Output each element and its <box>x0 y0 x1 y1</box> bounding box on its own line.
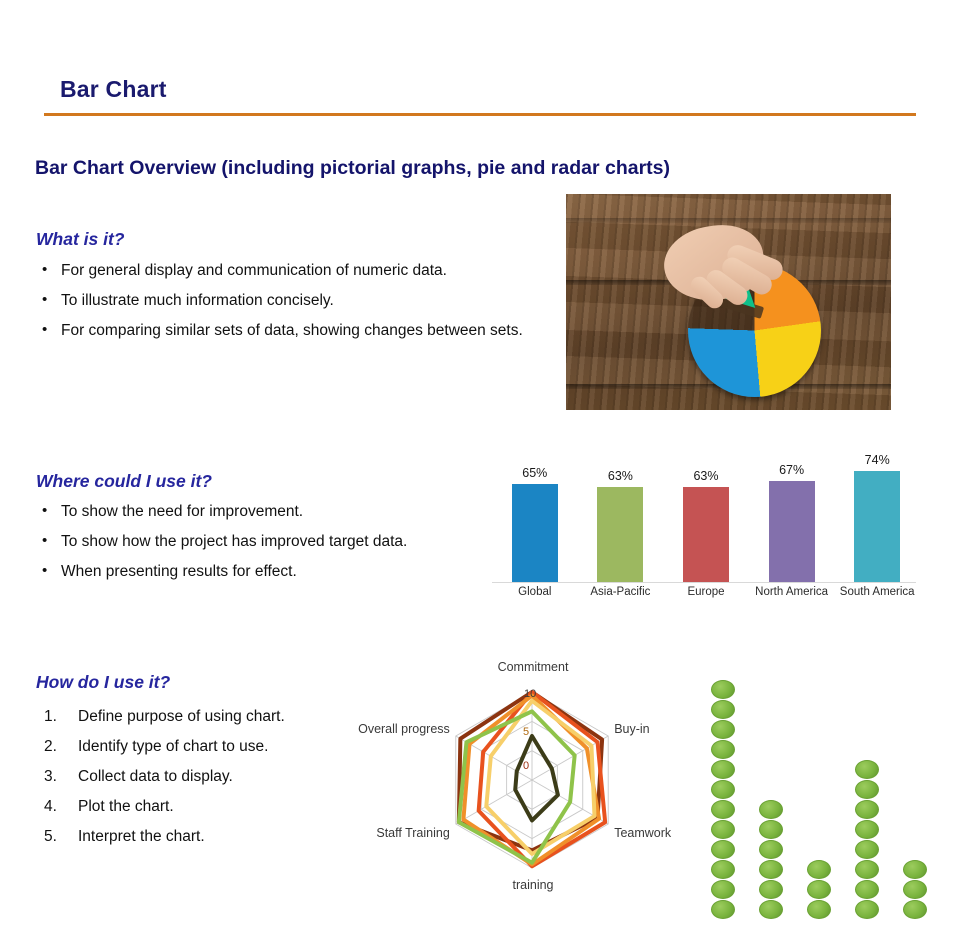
bar-chart-plot-area <box>492 438 920 583</box>
green-circle-icon <box>855 860 879 879</box>
green-circle-icon <box>711 700 735 719</box>
list-item-label: Plot the chart. <box>78 798 174 815</box>
green-circle-icon <box>711 760 735 779</box>
bar-chart-axis-line <box>492 582 916 583</box>
bar-rect <box>854 471 900 582</box>
radar-axis-label: training <box>512 878 554 892</box>
section-heading-where: Where could I use it? <box>36 471 212 491</box>
numbered-list-how <box>36 706 285 856</box>
section-heading-what: What is it? <box>36 229 125 249</box>
list-item <box>36 796 285 817</box>
paper-pie-chart <box>674 234 834 394</box>
radar-tick-label: 5 <box>523 726 530 739</box>
green-circle-icon <box>759 900 783 919</box>
green-circle-icon <box>759 880 783 899</box>
list-item: • When presenting results for effect. <box>36 561 407 582</box>
pictograph-column <box>902 860 928 920</box>
list-item <box>36 826 285 847</box>
green-circle-icon <box>855 780 879 799</box>
list-item-label: Identify type of chart to use. <box>78 738 269 755</box>
radar-series-series-6 <box>515 736 558 820</box>
list-item-label: Define purpose of using chart. <box>78 708 285 725</box>
green-circle-icon <box>759 840 783 859</box>
green-circle-icon <box>711 840 735 859</box>
pictograph-chart <box>706 725 954 920</box>
list-item: • To show the need for improvement. <box>36 501 407 522</box>
pictograph-column <box>710 680 736 920</box>
bar-value-label: 63% <box>607 469 633 483</box>
radar-tick-label: 10 <box>524 688 537 700</box>
radar-chart <box>358 660 712 893</box>
bar-rect <box>512 484 558 582</box>
green-circle-icon <box>855 820 879 839</box>
bar-column <box>854 438 900 582</box>
page-title: Bar Chart <box>60 76 167 102</box>
green-circle-icon <box>711 720 735 739</box>
bar-rect <box>683 487 729 582</box>
green-circle-icon <box>855 840 879 859</box>
radar-axis-label: Staff Training <box>376 826 450 840</box>
green-circle-icon <box>807 860 831 879</box>
list-item: • To illustrate much information concisely. <box>36 290 523 311</box>
bar-column <box>512 438 558 582</box>
green-circle-icon <box>711 800 735 819</box>
bar-value-label: 63% <box>693 469 719 483</box>
list-item <box>36 736 285 757</box>
green-circle-icon <box>711 820 735 839</box>
list-item-number: 4. <box>44 798 57 815</box>
bullet-list-what <box>36 260 523 350</box>
bar-chart-category-labels <box>492 586 920 608</box>
list-item-label: Collect data to display. <box>78 768 233 785</box>
bar-category-label: Europe <box>687 586 725 598</box>
green-circle-icon <box>711 860 735 879</box>
list-item-label: Interpret the chart. <box>78 828 205 845</box>
list-item-number: 5. <box>44 828 57 845</box>
pictograph-column <box>758 800 784 920</box>
list-item <box>36 706 285 727</box>
bar-category-label: North America <box>755 586 829 598</box>
green-circle-icon <box>711 780 735 799</box>
green-circle-icon <box>807 880 831 899</box>
section-heading-how: How do I use it? <box>36 672 171 692</box>
radar-tick-label: 0 <box>523 759 530 772</box>
bar-category-label: Asia-Pacific <box>590 586 651 598</box>
subtitle-rest: Overview (including pictorial graphs, pie and radar charts) <box>123 157 670 179</box>
bar-column <box>597 438 643 582</box>
green-circle-icon <box>903 860 927 879</box>
wood-seam <box>566 218 891 223</box>
pie-chart-photo <box>566 194 891 410</box>
green-circle-icon <box>759 800 783 819</box>
pictograph-column <box>806 860 832 920</box>
bar-value-label: 67% <box>779 463 805 477</box>
radar-chart-svg <box>372 668 712 893</box>
hand <box>664 226 796 332</box>
green-circle-icon <box>711 740 735 759</box>
pictograph-column <box>854 760 880 920</box>
bar-category-label: South America <box>839 586 915 598</box>
green-circle-icon <box>903 900 927 919</box>
list-item <box>36 766 285 787</box>
green-circle-icon <box>807 900 831 919</box>
green-circle-icon <box>855 760 879 779</box>
radar-axis-label: Commitment <box>497 660 569 674</box>
bar-value-label: 65% <box>522 466 548 480</box>
bullet-list-where <box>36 501 407 591</box>
bar-value-label: 74% <box>864 453 890 467</box>
green-circle-icon <box>711 680 735 699</box>
bar-column <box>769 438 815 582</box>
green-circle-icon <box>711 880 735 899</box>
green-circle-icon <box>711 900 735 919</box>
bar-column <box>683 438 729 582</box>
bar-rect <box>597 487 643 582</box>
list-item-number: 1. <box>44 708 57 725</box>
green-circle-icon <box>855 800 879 819</box>
title-divider <box>44 113 916 116</box>
green-circle-icon <box>903 880 927 899</box>
list-item: • For general display and communication of numeric data. <box>36 260 523 281</box>
radar-axis-label: Teamwork <box>614 826 672 840</box>
green-circle-icon <box>759 820 783 839</box>
bar-rect <box>769 481 815 582</box>
subtitle-lead: Bar Chart <box>35 157 124 179</box>
radar-axis-label: Overall progress <box>358 722 450 736</box>
green-circle-icon <box>855 900 879 919</box>
bar-chart <box>492 438 920 610</box>
list-item-number: 2. <box>44 738 57 755</box>
radar-axis-label: Buy-in <box>614 722 650 736</box>
list-item-number: 3. <box>44 768 57 785</box>
list-item: • For comparing similar sets of data, showing changes between sets. <box>36 320 523 341</box>
green-circle-icon <box>759 860 783 879</box>
list-item: • To show how the project has improved target data. <box>36 531 407 552</box>
green-circle-icon <box>855 880 879 899</box>
bar-category-label: Global <box>518 586 552 598</box>
slide-subtitle <box>35 157 670 180</box>
